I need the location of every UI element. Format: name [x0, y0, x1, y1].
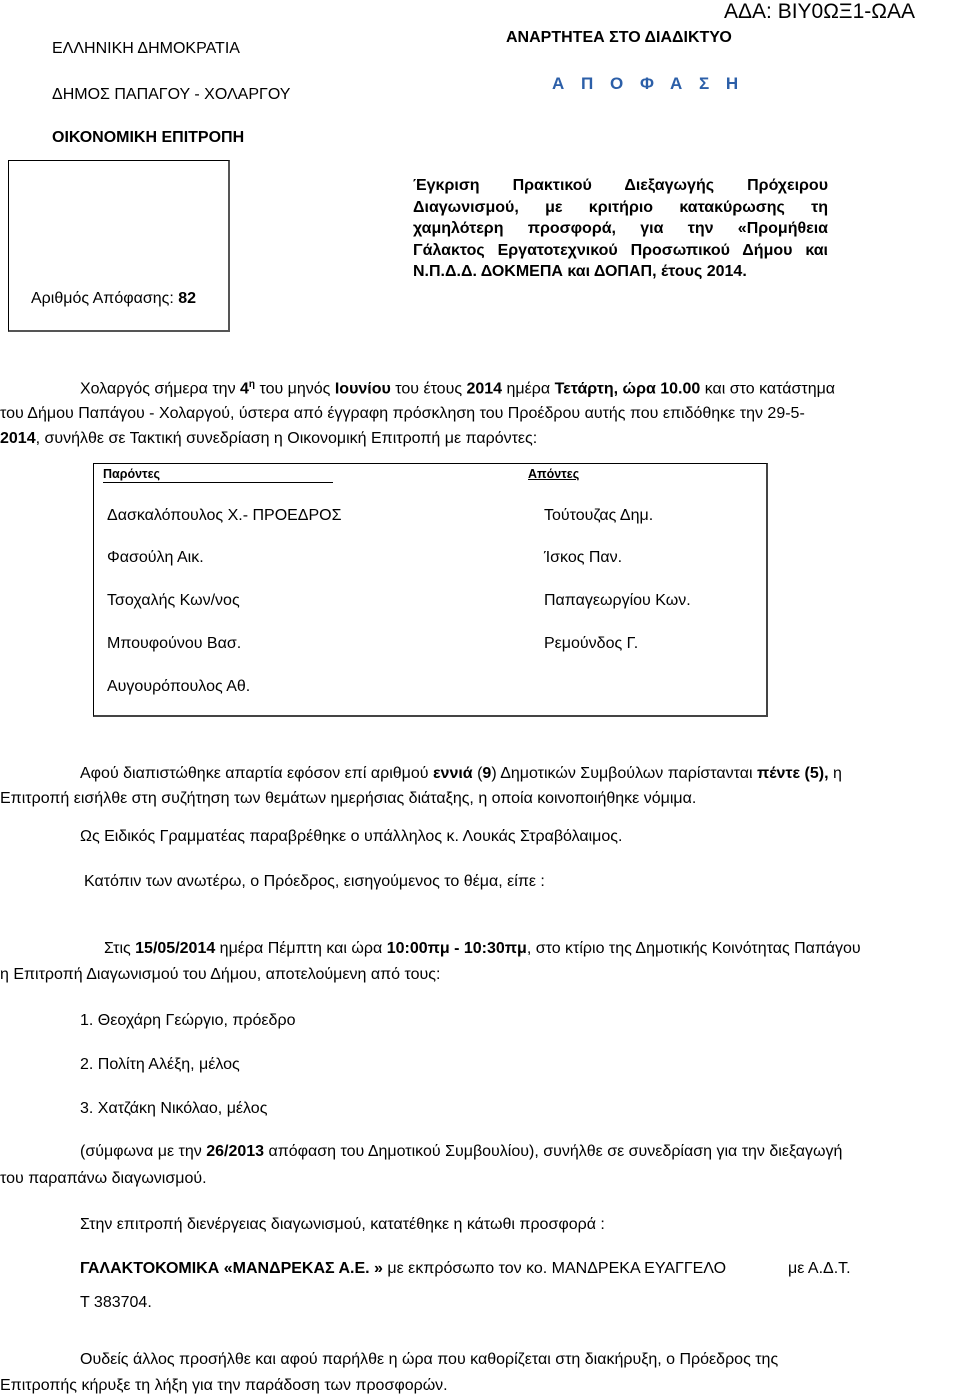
present-member: Φασούλη Αικ. — [107, 549, 204, 566]
meeting-year: 2014 — [466, 380, 503, 398]
meeting-text: ημέρα Πέμπτη και ώρα — [215, 940, 387, 957]
intro-text: ημέρα — [502, 380, 555, 398]
bidder-company: ΓΑΛΑΚΤΟΚΟΜΙΚΑ «ΜΑΝΔΡΕΚΑΣ Α.Ε. » — [80, 1260, 383, 1277]
decision-number: 82 — [178, 290, 197, 307]
subject-line: Ν.Π.Δ.Δ. ΔΟΚΜΕΠΑ και ΔΟΠΑΠ, έτους 2014. — [413, 263, 747, 280]
intro-text: Χολαργός σήμερα την — [80, 380, 241, 398]
absent-member: Ρεμούνδος Γ. — [544, 635, 639, 652]
intro-text: του έτους — [390, 380, 467, 398]
council-decision-number: 26/2013 — [206, 1143, 265, 1160]
intro-line-1 — [80, 379, 835, 398]
intro-line-3 — [0, 430, 537, 448]
president-intro-line: Κατόπιν των ανωτέρω, ο Πρόεδρος, εισηγούμενος το θέμα, είπε : — [84, 873, 545, 890]
present-member: Μπουφούνου Βασ. — [107, 635, 242, 652]
committee-member: 1. Θεοχάρη Γεώργιο, πρόεδρο — [80, 1012, 296, 1029]
convened-line-1 — [80, 1143, 842, 1161]
ada-code: ΑΔΑ: ΒΙΥ0ΩΞ1-ΩΑΑ — [724, 0, 915, 23]
quorum-text: ) Δημοτικών Συμβούλων παρίστανται — [491, 765, 757, 782]
offer-line — [80, 1260, 726, 1278]
committee-label: ΟΙΚΟΝΟΜΙΚΗ ΕΠΙΤΡΟΠΗ — [52, 129, 245, 146]
intro-text: , συνήλθε σε Τακτική συνεδρίαση η Οικονομική Επιτροπή με παρόντες: — [35, 430, 538, 447]
subject-line: Διαγωνισμού, με κριτήριο κατακύρωσης τη — [413, 198, 828, 216]
meeting-line-2: η Επιτροπή Διαγωνισμού του Δήμου, αποτελούμενη από τους: — [0, 966, 441, 983]
quorum-text: ( — [472, 765, 483, 782]
present-member: Δασκαλόπουλος Χ.- ΠΡΟΕΔΡΟΣ — [107, 507, 342, 524]
tender-time: 10:00πμ - 10:30πμ — [386, 940, 527, 957]
intro-text: και στο κατάστημα — [700, 380, 836, 398]
total-members-word: εννιά — [432, 765, 473, 782]
secretary-line: Ως Ειδικός Γραμματέας παραβρέθηκε ο υπάλληλος κ. Λουκάς Στραβόλαιμος. — [80, 828, 623, 845]
quorum-text: η — [828, 765, 842, 782]
absent-member: Τούτουζας Δημ. — [544, 507, 654, 524]
committee-member: 2. Πολίτη Αλέξη, μέλος — [80, 1056, 240, 1073]
ordinal-suffix: η — [248, 379, 256, 390]
present-header: Παρόντες — [103, 467, 161, 481]
absent-member: Ίσκος Παν. — [544, 549, 623, 566]
offer-intro-line: Στην επιτροπή διενέργειας διαγωνισμού, κατατέθηκε η κάτωθι προσφορά : — [80, 1216, 605, 1233]
convened-line-2: του παραπάνω διαγωνισμού. — [0, 1170, 207, 1187]
decision-subject — [413, 175, 828, 283]
bidder-id-label: με Α.Δ.Τ. — [788, 1260, 851, 1277]
present-header-underline — [103, 482, 333, 483]
invitation-year: 2014 — [0, 430, 36, 447]
decision-title: Α Π Ο Φ Α Σ Η — [552, 74, 745, 93]
intro-line-2: του Δήμου Παπάγου - Χολαργού, ύστερα από έγγραφη πρόσκληση του Προέδρου αυτής που επιδόθηκε την 29-5- — [0, 405, 805, 422]
meeting-line-1 — [104, 940, 861, 958]
closing-line-2: Επιτροπής κήρυξε τη λήξη για την παράδοση των προσφορών. — [0, 1377, 448, 1394]
quorum-line-1 — [80, 765, 842, 783]
tender-date: 15/05/2014 — [135, 940, 216, 957]
republic-label: ΕΛΛΗΝΙΚΗ ΔΗΜΟΚΡΑΤΙΑ — [52, 40, 240, 57]
meeting-day: 4 — [240, 380, 249, 398]
present-count: πέντε (5), — [756, 765, 829, 782]
subject-line: Έγκριση Πρακτικού Διεξαγωγής Πρόχειρου — [413, 177, 828, 194]
municipality-label: ΔΗΜΟΣ ΠΑΠΑΓΟΥ - ΧΟΛΑΡΓΟΥ — [52, 86, 291, 103]
internet-posting-notice: ΑΝΑΡΤΗΤΕΑ ΣΤΟ ΔΙΑΔΙΚΤΥΟ — [506, 29, 732, 46]
bidder-representative: με εκπρόσωπο τον κο. ΜΑΝΔΡΕΚΑ ΕΥΑΓΓΕΛΟ — [382, 1260, 727, 1277]
convened-text: (σύμφωνα με την — [80, 1143, 207, 1160]
decision-number-label: Αριθμός Απόφασης: — [31, 290, 174, 307]
closing-line-1: Ουδείς άλλος προσήλθε και αφού παρήλθε η ώρα που καθορίζεται στη διακήρυξη, ο Πρόεδρος της — [80, 1351, 779, 1368]
subject-line: Γάλακτος Εργατοτεχνικού Προσωπικού Δήμου και — [413, 241, 828, 259]
quorum-line-2: Επιτροπή εισήλθε στη συζήτηση των θεμάτων ημερήσιας διάταξης, η οποία κοινοποιήθηκε νόμιμα. — [0, 790, 697, 807]
absent-member: Παπαγεωργίου Κων. — [544, 592, 691, 609]
subject-line: χαμηλότερη προσφορά, για την «Προμήθεια — [413, 220, 828, 237]
decision-number-line — [31, 290, 196, 308]
present-member: Αυγουρόπουλος Αθ. — [107, 678, 251, 695]
convened-text: απόφαση του Δημοτικού Συμβουλίου), συνήλθε σε συνεδρίαση για την διεξαγωγή — [264, 1143, 843, 1160]
meeting-text: Στις — [104, 940, 136, 957]
meeting-text: , στο κτίριο της Δημοτικής Κοινότητας Παπάγου — [526, 940, 861, 957]
present-member: Τσοχαλής Κων/νος — [107, 592, 240, 609]
committee-member: 3. Χατζάκη Νικόλαο, μέλος — [80, 1100, 268, 1117]
bidder-id-number: Τ 383704. — [80, 1294, 152, 1311]
absent-header: Απόντες — [528, 467, 580, 481]
meeting-month: Ιουνίου — [334, 380, 391, 398]
quorum-text: Αφού διαπιστώθηκε απαρτία εφόσον επί αριθμού — [80, 765, 433, 782]
total-members-number: 9 — [482, 765, 492, 782]
meeting-weekday-time: Τετάρτη, ώρα 10.00 — [554, 380, 701, 398]
intro-text: του μηνός — [255, 380, 335, 398]
